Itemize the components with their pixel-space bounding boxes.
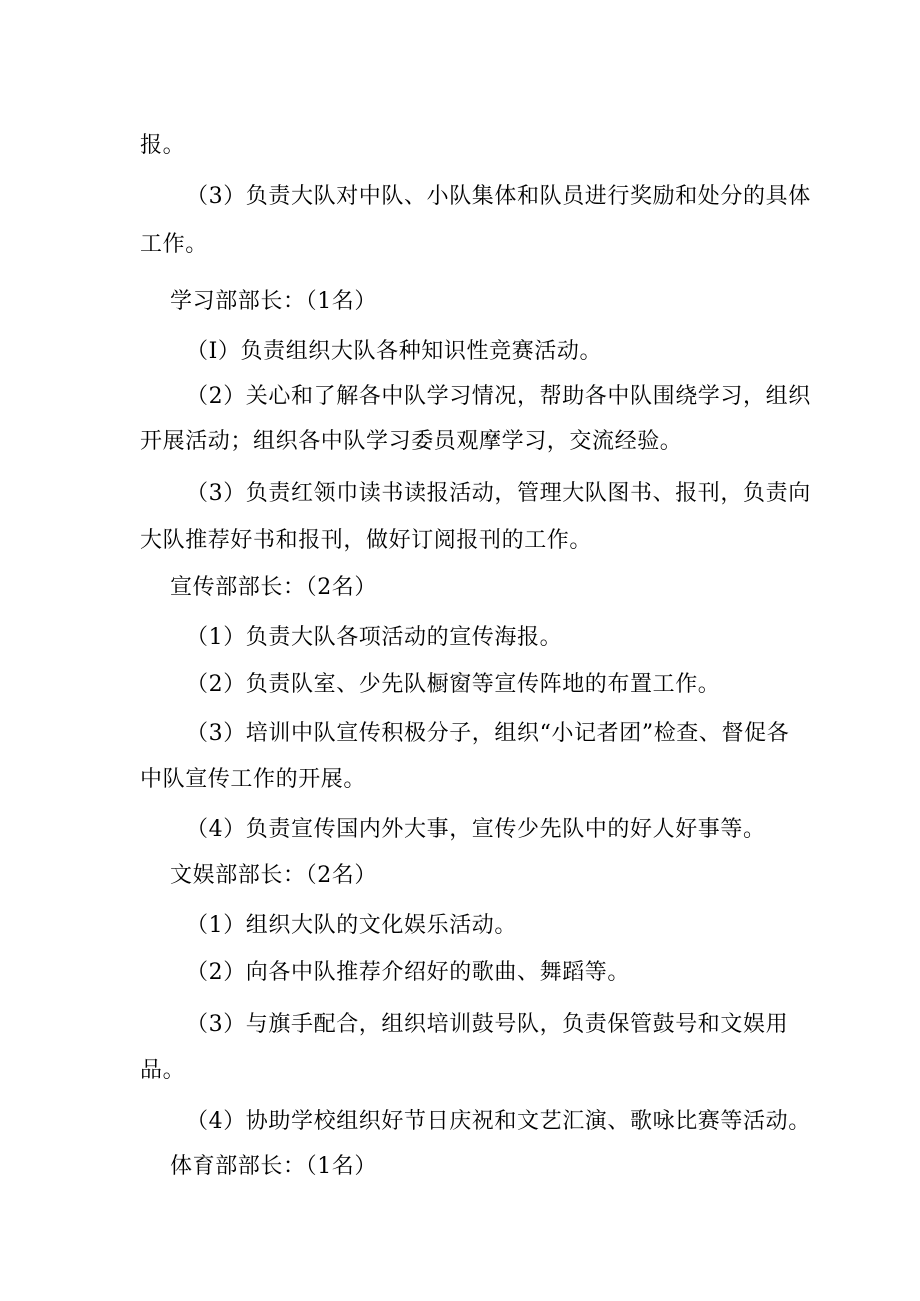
text-line: 报。 [140,133,186,158]
section-heading: 文娱部部长：（2名） [170,863,377,888]
text-line: （I）负责组织大队各种知识性竞赛活动。 [186,339,603,364]
text-line: （2）关心和了解各中队学习情况，帮助各中队围绕学习，组织 [186,384,811,409]
text-line: （1）组织大队的文化娱乐活动。 [186,913,517,938]
text-line: 开展活动；组织各中队学习委员观摩学习，交流经验。 [140,429,683,454]
text-line: （4）负责宣传国内外大事，宣传少先队中的好人好事等。 [186,817,766,842]
section-heading: 体育部部长：（1名） [170,1154,377,1179]
text-line: （1）负责大队各项活动的宣传海报。 [186,625,563,650]
text-line: 工作。 [140,232,208,257]
section-heading: 宣传部部长：（2名） [170,575,377,600]
text-line: （3）培训中队宣传积极分子，组织“小记者团”检查、督促各 [186,721,790,746]
text-line: （3）负责红领巾读书读报活动，管理大队图书、报刊，负责向 [186,481,811,506]
text-line: （2）负责队室、少先队橱窗等宣传阵地的布置工作。 [186,672,721,697]
text-line: （3）负责大队对中队、小队集体和队员进行奖励和处分的具体 [186,184,811,209]
text-line: 中队宣传工作的开展。 [140,767,367,792]
text-line: 品。 [140,1058,186,1083]
text-line: 大队推荐好书和报刊，做好订阅报刊的工作。 [140,528,593,553]
text-line: （4）协助学校组织好节日庆祝和文艺汇演、歌咏比赛等活动。 [186,1109,811,1134]
section-heading: 学习部部长：（1名） [170,289,377,314]
text-line: （2）向各中队推荐介绍好的歌曲、舞蹈等。 [186,960,630,985]
text-line: （3）与旗手配合，组织培训鼓号队，负责保管鼓号和文娱用 [186,1012,789,1037]
